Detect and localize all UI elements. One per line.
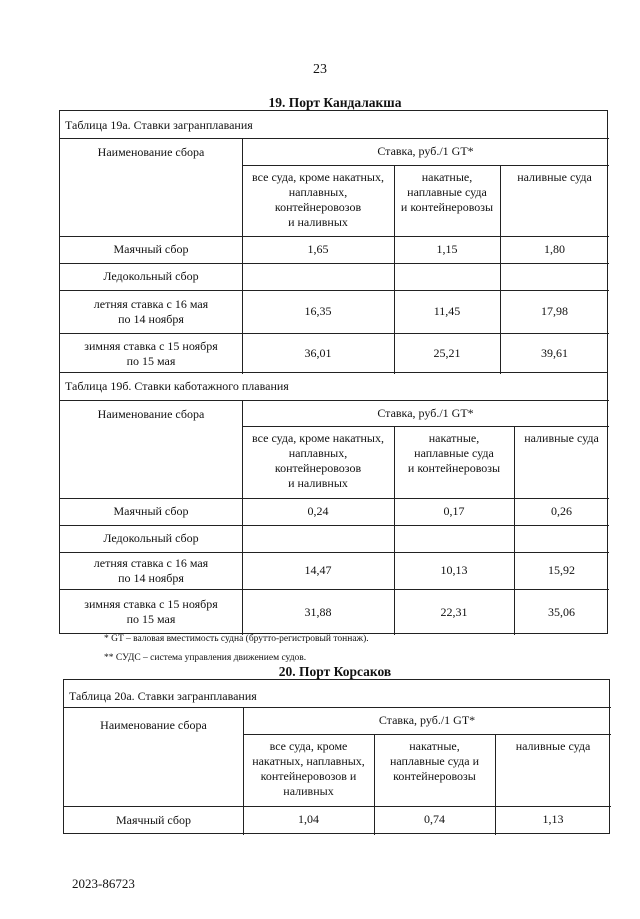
row-lighthouse-name: Маячный сбор [113,242,189,256]
cell-value: 1,65 [307,242,329,256]
cell-value: 1,15 [436,242,458,256]
row-icebreaker-name: Ледокольный сбор [103,269,199,283]
row-summer-rate-name: летняя ставка с 16 мая по 14 ноября [93,296,209,326]
row-lighthouse-name: Маячный сбор [113,504,189,518]
cell-value: 31,88 [304,604,332,619]
cell-value: 1,04 [298,811,319,826]
header-fee-name: Наименование сбора [100,717,207,732]
table-19a-caption: Таблица 19а. Ставки загранплавания [65,118,253,132]
header-rate: Ставка, руб./1 GT* [378,713,476,727]
cell-value: 22,31 [440,604,468,619]
table-19b [59,372,608,634]
table-19b-caption: Таблица 19б. Ставки каботажного плавания [65,379,289,393]
subheader-tankers: наливные суда [524,431,599,445]
cell-value: 1,13 [542,811,564,826]
subheader-tankers: наливные суда [517,170,592,184]
section-20-title: 20. Порт Корсаков [278,664,392,679]
header-fee-name: Наименование сбора [97,144,205,159]
cell-value: 0,26 [551,504,572,518]
cell-value: 15,92 [548,563,575,577]
table-20a-caption: Таблица 20а. Ставки загранплавания [69,689,257,703]
row-lighthouse-name: Маячный сбор [115,813,192,827]
header-rate: Ставка, руб./1 GT* [377,405,474,420]
cell-value: 1,80 [544,242,565,256]
subheader-tankers: наливные суда [515,739,591,753]
cell-value: 11,45 [433,304,461,318]
header-fee-name: Наименование сбора [97,406,205,421]
section-19-title: 19. Порт Кандалакша [268,95,402,110]
row-icebreaker-name: Ледокольный сбор [103,531,199,545]
cell-value: 0,17 [443,504,465,518]
cell-value: 35,06 [548,604,575,619]
cell-value: 39,61 [541,346,568,360]
cell-value: 25,21 [433,346,461,360]
footnote-suds: ** СУДС – система управления движением судов. [104,653,307,663]
cell-value: 16,35 [304,304,332,318]
cell-value: 14,47 [304,563,332,577]
row-summer-rate-name: летняя ставка с 16 мая по 14 ноября [93,555,209,585]
subheader-general-vessels: все суда, кроме накатных, наплавных, контейнеровозов и наливных [252,170,384,229]
document-id: 2023-86723 [72,876,135,891]
header-rate: Ставка, руб./1 GT* [377,144,474,158]
subheader-roro-container: накатные, наплавные суда и контейнеровозы [407,431,501,475]
subheader-roro-container: накатные, наплавные суда и контейнеровозы [400,170,494,214]
cell-value: 36,01 [304,346,332,360]
page-number: 23 [313,62,327,77]
subheader-general-vessels: все суда, кроме накатных, наплавных, контейнеровозов и наливных [252,739,365,798]
footnote-gt: * GT – валовая вместимость судна (брутто-регистровый тоннаж). [104,634,369,644]
cell-value: 0,24 [307,504,329,518]
cell-value: 0,74 [424,811,445,826]
cell-value: 17,98 [541,304,568,318]
table-19a [59,110,608,373]
footnotes [104,630,369,668]
row-winter-rate-name: зимняя ставка с 15 ноября по 15 мая [84,597,218,626]
subheader-general-vessels: все суда, кроме накатных, наплавных, контейнеровозов и наливных [252,431,384,490]
row-winter-rate-name: зимняя ставка с 15 ноября по 15 мая [84,338,218,368]
subheader-roro-container: накатные, наплавные суда и контейнеровозы [389,739,480,783]
cell-value: 10,13 [440,563,468,577]
table-20a [63,679,610,834]
